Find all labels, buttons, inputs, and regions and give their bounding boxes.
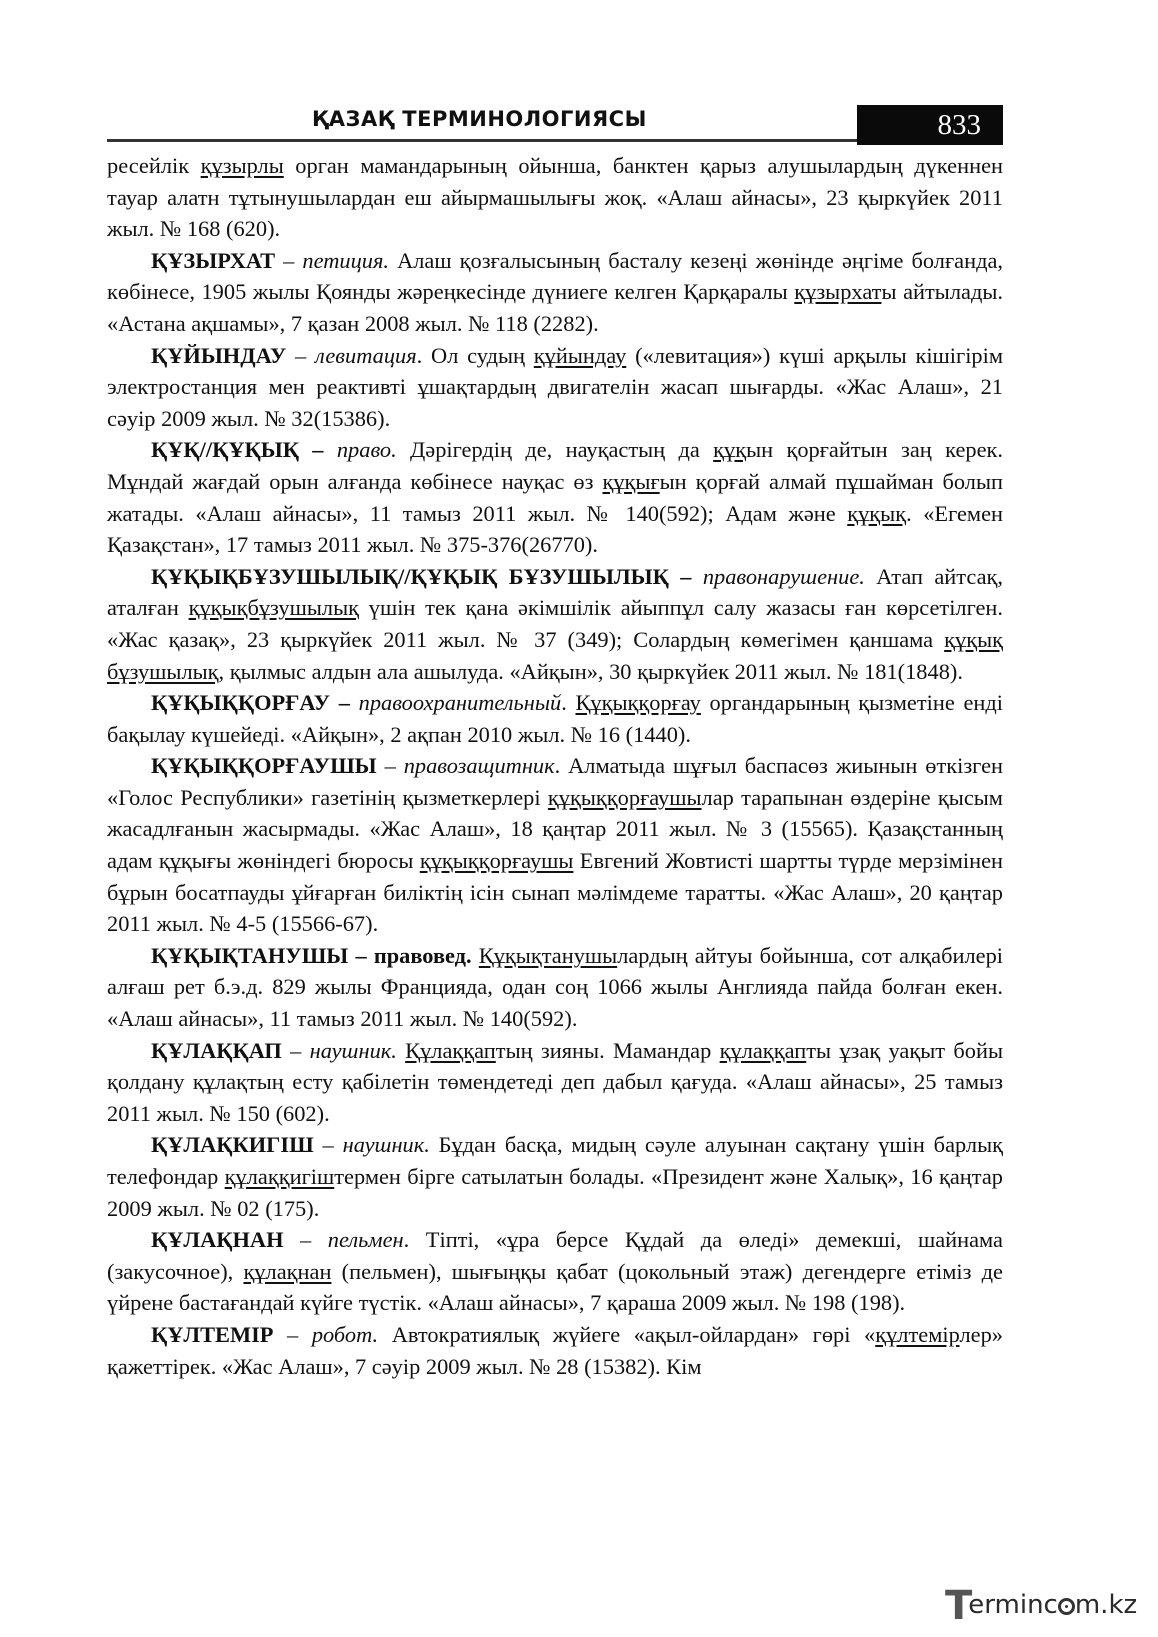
term-usage: құлаққигіш xyxy=(224,1164,335,1189)
entry-text: ресейлік xyxy=(107,153,201,178)
entry-term: ҚҰҚЫҚҚОРҒАУ – xyxy=(151,690,350,716)
entry-translation: правоохранительный xyxy=(358,690,562,716)
entry-term: ҚҰЛАҚКИГІШ xyxy=(151,1132,314,1158)
entry-text: лардың айтуы бойынша, сот алқабилері алғаш рет б.э.д. 829 жылы Францияда, одан соң 1066 жылы Англияда пайда болған екен. «Алаш айнасы», 11 тамыз 2011 жыл. № 140(592). xyxy=(107,942,1003,1032)
entry-text xyxy=(691,564,702,589)
term-usage: құқық xyxy=(847,500,907,526)
entry-term: ҚҰЛАҚҚАП xyxy=(151,1037,282,1063)
entry-text: – xyxy=(376,753,404,779)
header-rule xyxy=(107,139,857,142)
watermark-logo-letter: T xyxy=(945,1583,973,1629)
watermark-text-start: erminc xyxy=(968,1590,1058,1620)
entry-term: ҚҰЛАҚНАН xyxy=(151,1227,284,1253)
entry-text: – xyxy=(273,1321,312,1347)
entry-text: – xyxy=(283,1227,328,1253)
entry-text: термен бірге сатылатын болады. «Президент және Халық», 16 қаңтар 2009 жыл. № 02 (175). xyxy=(107,1164,1003,1221)
term-usage: құқыққорғаушы xyxy=(547,784,702,810)
entry-text xyxy=(472,943,479,968)
entry-text: . «Егемен Қазақстан», 17 тамыз 2011 жыл. № 375-376(26770). xyxy=(107,500,1004,558)
term-usage: құқықбұзушылық xyxy=(188,595,360,621)
entry-text: (пельмен), шығыңқы қабат (цокольный этаж) дегендерге етіміз де үйрене бастағандай күйге түстік. «Алаш айнасы», 7 қараша 2009 жыл. № 198 (198). xyxy=(107,1258,1003,1316)
entry-text: лер» қажеттірек. «Жас Алаш», 7 сәуір 2009 жыл. № 28 (15382). Кім xyxy=(107,1321,1003,1379)
entry-translation: правозащитник xyxy=(403,753,555,779)
entry-text: – xyxy=(275,247,303,273)
entry-translation: робот. xyxy=(311,1321,379,1347)
term-usage: құйындау xyxy=(533,342,627,368)
dictionary-entry xyxy=(107,940,1003,1035)
term-usage: құзырхат xyxy=(794,279,882,305)
entry-text: – xyxy=(286,342,316,368)
entry-translation: наушник. xyxy=(342,1132,430,1158)
term-usage: құлаққап xyxy=(719,1037,807,1063)
entry-text: ын қорғай алмай пұшайман болып жатады. «Алаш айнасы», 11 тамыз 2011 жыл. № 140(592); Адам және xyxy=(107,468,1003,526)
entry-text: ын қорғайтын заң керек. Мұндай жағдай орын алғанда көбінесе науқас өз xyxy=(107,437,1003,494)
running-title: ҚАЗАҚ ТЕРМИНОЛОГИЯСЫ xyxy=(312,107,647,131)
entry-text: . xyxy=(561,690,576,716)
entry-translation: пельмен xyxy=(327,1227,404,1253)
entry-term: ҚҰҚ//ҚҰҚЫҚ – xyxy=(151,437,324,463)
entry-text: («левитация») күші арқылы кішігірім электростанция мен реактивті ұшақтардың двигателін жасап шығарды. «Жас Алаш», 21 сәуір 2009 жыл. № 32(15386). xyxy=(107,342,1003,431)
dictionary-entry xyxy=(107,750,1003,940)
entry-term: ҚҰЙЫНДАУ xyxy=(151,342,287,368)
entry-translation: право. xyxy=(336,437,397,463)
entry-text: лар тарапынан өздеріне қысым жасадлғанын жасырмады. «Жас Алаш», 18 қаңтар 2011 жыл. № 3 (15565). Қазақстанның адам құқығы жөніндегі бюросы xyxy=(107,784,1003,874)
entry-term: ҚҰЗЫРХАТ xyxy=(151,247,275,273)
entry-text: . Алматыда шұғыл баспасөз жиынын өткізген «Голос Республики» газетінің қызметкерлері xyxy=(107,753,1003,810)
entry-text: тың зияны. Мамандар xyxy=(495,1037,720,1063)
entry-text: ы айтылады. «Астана ақшамы», 7 қазан 2008 жыл. № 118 (2282). xyxy=(107,279,1003,336)
dictionary-entry xyxy=(107,340,1003,435)
term-usage: құлтемір xyxy=(875,1321,960,1347)
entry-text: үшін тек қана әкімшілік айыппұл салу жазасы ған көрсетілген. «Жас қазақ», 23 қыркүйек 2011 жыл. № 37 (349); Солардың көмегімен қаншама xyxy=(107,595,1003,652)
watermark-circle-icon xyxy=(1058,1598,1075,1615)
entry-translation: наушник. xyxy=(309,1037,397,1063)
dictionary-entry xyxy=(107,1319,1003,1382)
entry-term: ҚҰЛТЕМІР xyxy=(151,1321,274,1347)
entry-text: органдарының қызметіне енді бақылау күшейеді. «Айқын», 2 ақпан 2010 жыл. № 16 (1440). xyxy=(107,690,1003,747)
dictionary-entry xyxy=(107,687,1003,750)
dictionary-entry xyxy=(107,561,1003,687)
entry-translation: левитация xyxy=(315,342,417,368)
entry-text xyxy=(324,437,337,462)
entry-translation: правонарушение. xyxy=(702,563,865,589)
dictionary-entry xyxy=(107,434,1003,560)
term-usage: құқық бұзушылық xyxy=(107,626,1003,684)
term-usage: Құқықтанушы xyxy=(478,942,618,968)
entry-text: Атап айтсақ, аталған xyxy=(107,563,1003,621)
term-usage: құлақнан xyxy=(243,1258,332,1284)
term-usage: Құқыққорғау xyxy=(575,690,701,716)
entry-text xyxy=(350,690,359,715)
term-usage: құқыққорғаушы xyxy=(419,848,574,874)
entry-text: Автократиялық жүйеге «ақыл-ойлардан» гөрі « xyxy=(378,1321,876,1347)
entry-text: – xyxy=(281,1037,310,1063)
entry-text: Бұдан басқа, мидың сәуле алуынан сақтану үшін барлық телефондар xyxy=(107,1132,1004,1189)
entry-text: Евгений Жовтисті шартты түрде мерзімінен бұрын босатпауды ұйғарған биліктің ісін сынап мәлімдеме таратты. «Жас Алаш», 20 қаңтар 2011 жыл. № 4-5 (15566-67). xyxy=(107,848,1004,937)
dictionary-entry xyxy=(107,1129,1003,1224)
entry-text: Алаш қозғалысының басталу кезеңі жөнінде әңгіме болғанда, көбінесе, 1905 жылы Қоянды жәреңкесінде дүниеге келген Қарқаралы xyxy=(107,247,1003,305)
entry-text: – xyxy=(313,1132,343,1158)
entry-term: ҚҰҚЫҚБҰЗУШЫЛЫҚ//ҚҰҚЫҚ БҰЗУШЫЛЫҚ – xyxy=(151,563,692,589)
entry-text: . Ол судың xyxy=(416,342,534,368)
page-header xyxy=(107,105,1003,147)
page-number: 833 xyxy=(857,105,1003,145)
dictionary-entry xyxy=(107,245,1003,340)
term-usage: құқығ xyxy=(602,468,660,494)
entry-text: . Тіпті, «ұра берсе Құдай да өледі» демекші, шайнама (закусочное), xyxy=(107,1227,1003,1284)
dictionary-entry xyxy=(107,1224,1003,1319)
term-usage: құзырлы xyxy=(200,153,284,178)
dictionary-entry xyxy=(107,1035,1003,1130)
entry-text xyxy=(397,1038,405,1063)
entry-term: ҚҰҚЫҚҚОРҒАУШЫ xyxy=(151,753,377,779)
entry-term: ҚҰҚЫҚТАНУШЫ – правовед. xyxy=(151,942,472,968)
entry-translation: петиция. xyxy=(302,247,389,273)
term-usage: құқ xyxy=(713,437,747,463)
entry-text: , қылмыс алдын ала ашылуда. «Айқын», 30 қыркүйек 2011 жыл. № 181(1848). xyxy=(218,658,963,684)
watermark-text-end: m.kz xyxy=(1074,1590,1138,1620)
continued-paragraph xyxy=(107,150,1003,245)
dictionary-content xyxy=(107,150,1003,1382)
entry-text: орган мамандарының ойынша, банктен қарыз алушылардың дүкеннен тауар алатн тұтынушылардан еш айырмашылығы жоқ. «Алаш айнасы», 23 қыркүйек 2011 жыл. № 168 (620). xyxy=(107,153,1003,242)
entry-text: ты ұзақ уақыт бойы қолдану құлақтың есту қабілетін төмендетеді деп дабыл қағуда. «Алаш айнасы», 25 тамыз 2011 жыл. № 150 (602). xyxy=(107,1037,1004,1126)
entry-text: Дәрігердің де, науқастың да xyxy=(396,437,714,463)
term-usage: Құлаққап xyxy=(405,1037,496,1063)
site-watermark xyxy=(945,1583,1140,1629)
